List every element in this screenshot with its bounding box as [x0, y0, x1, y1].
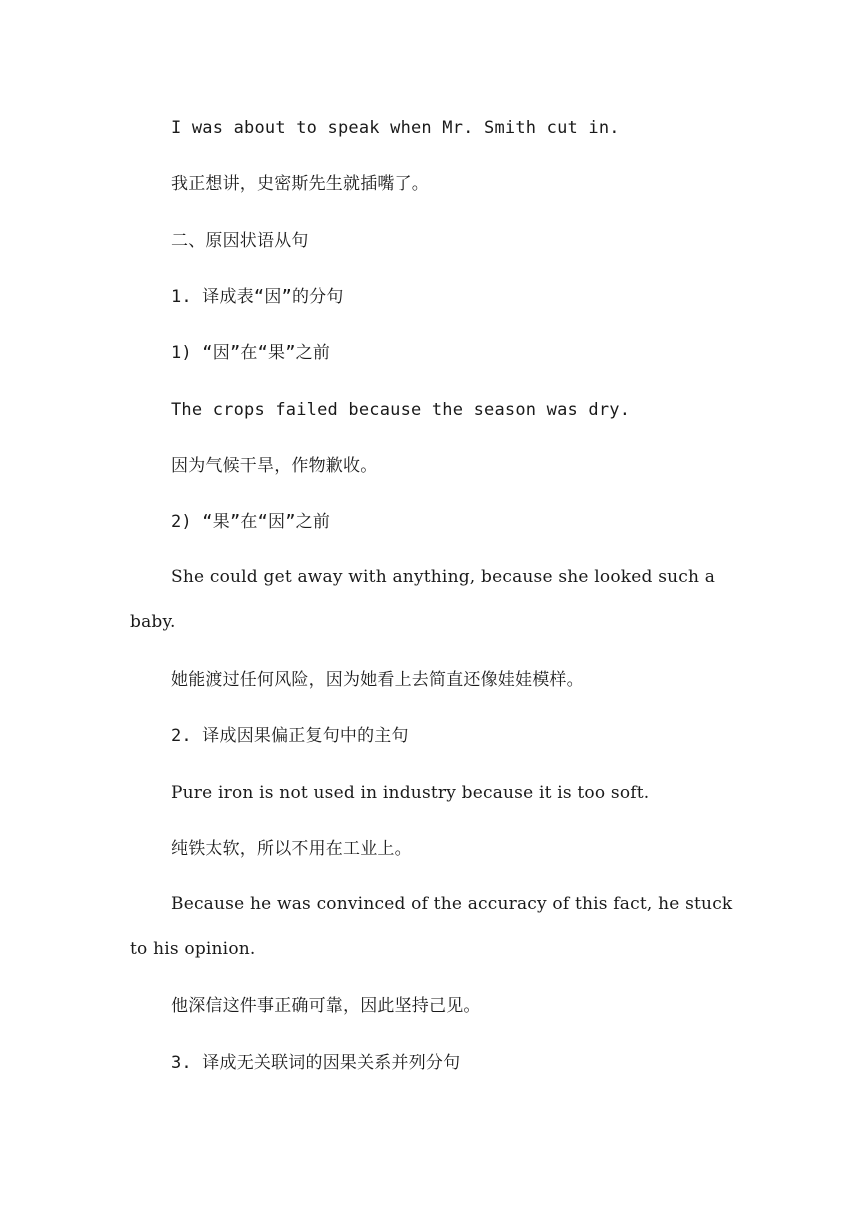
subsection-heading: 1. 译成表“因”的分句: [171, 287, 344, 307]
paragraph-example-sentence: Pure iron is not used in industry because it is too soft.: [171, 783, 650, 803]
sub-subsection-heading: 2) “果”在“因”之前: [171, 512, 331, 532]
paragraph-example-sentence: I was about to speak when Mr. Smith cut in.: [171, 118, 620, 138]
paragraph-translation: 纯铁太软，所以不用在工业上。: [171, 839, 412, 859]
paragraph-translation: 他深信这件事正确可靠，因此坚持己见。: [171, 996, 481, 1016]
paragraph-example-sentence: She could get away with anything, because she looked such a baby.: [130, 567, 716, 632]
paragraph-translation: 我正想讲，史密斯先生就插嘴了。: [171, 174, 429, 194]
sub-subsection-heading: 1) “因”在“果”之前: [171, 343, 331, 363]
paragraph-translation: 因为气候干旱，作物歉收。: [171, 456, 378, 476]
subsection-heading: 2. 译成因果偏正复句中的主句: [171, 726, 409, 746]
paragraph-translation: 她能渡过任何风险，因为她看上去简直还像娃娃模样。: [171, 670, 584, 690]
section-heading: 二、原因状语从句: [171, 231, 309, 251]
subsection-heading: 3. 译成无关联词的因果关系并列分句: [171, 1053, 461, 1073]
paragraph-example-sentence: Because he was convinced of the accuracy of this fact, he stuck to his opinion.: [130, 894, 733, 959]
paragraph-example-sentence: The crops failed because the season was dry.: [171, 400, 631, 420]
